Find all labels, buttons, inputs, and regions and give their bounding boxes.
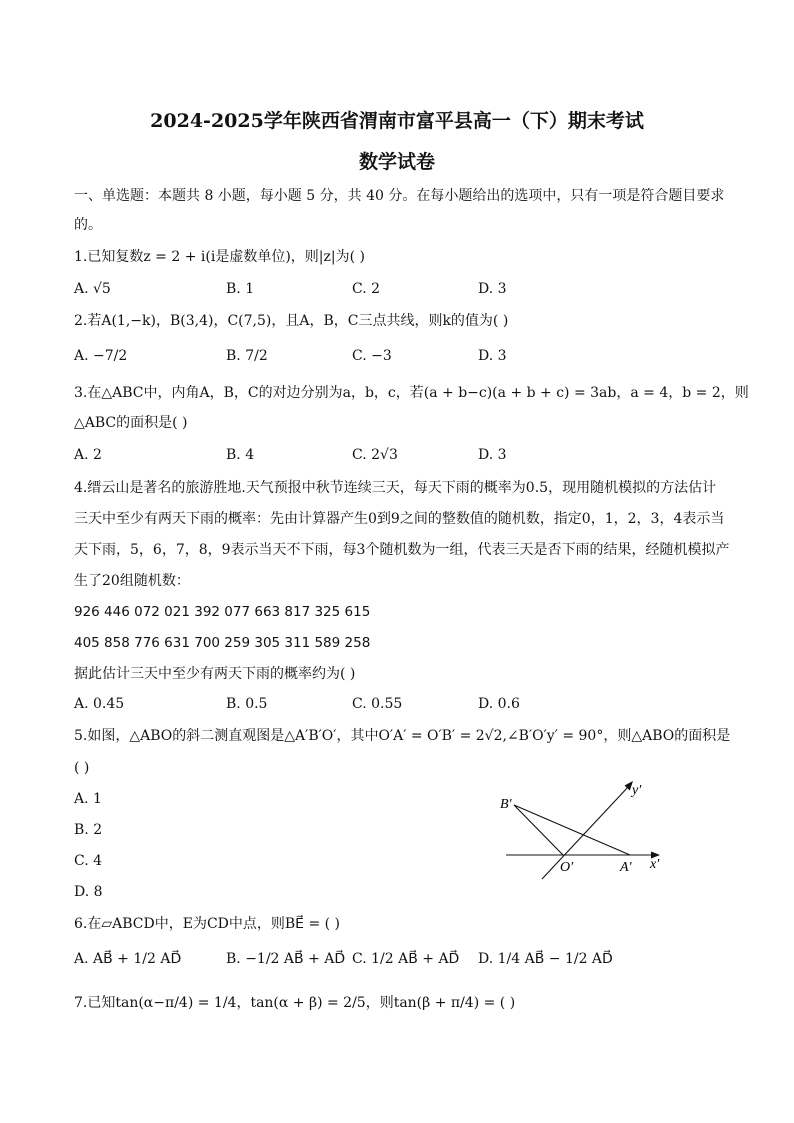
oblique-projection-figure (500, 775, 670, 885)
page-title: 2024-2025学年陕西省渭南市富平县高一（下）期末考试 (150, 110, 644, 132)
q4-stem-line2: 三天中至少有两天下雨的概率：先由计算器产生0到9之间的整数值的随机数，指定0，1，2，3，4表示当 (74, 511, 725, 527)
q6-option-a: A. AB⃗ + 1/2 AD⃗ (74, 951, 182, 967)
q2-option-a: A. −7/2 (74, 348, 128, 364)
q4-stem-line4: 生了20组随机数： (74, 573, 190, 589)
q5-stem-line1: 5.如图，△ABO的斜二测直观图是△A′B′O′，其中O′A′ = O′B′ = 2√2,∠B′O′y′ = 90°，则△ABO的面积是 (74, 728, 731, 744)
q4-option-d: D. 0.6 (478, 696, 520, 712)
q6-option-c: C. 1/2 AB⃗ + AD⃗ (352, 951, 460, 967)
section-header-line2: 的。 (74, 217, 102, 233)
section-header-line1: 一、单选题：本题共 8 小题，每小题 5 分，共 40 分。在每小题给出的选项中，只有一项是符合题目要求 (74, 188, 725, 204)
q1-option-c: C. 2 (352, 281, 381, 297)
q1-option-d: D. 3 (478, 281, 507, 297)
label-a-prime: A′ (620, 860, 632, 875)
q3-option-a: A. 2 (74, 447, 102, 463)
label-y-prime: y′ (632, 783, 642, 798)
q2-option-b: B. 7/2 (226, 348, 268, 364)
q3-option-c: C. 2√3 (352, 447, 398, 463)
q5-stem-line2: ( ) (74, 760, 90, 776)
q5-option-d: D. 8 (74, 884, 103, 900)
q4-random-numbers-row1: 926 446 072 021 392 077 663 817 325 615 (74, 604, 371, 620)
q2-option-d: D. 3 (478, 348, 507, 364)
label-o-prime: O′ (560, 860, 574, 875)
q4-option-a: A. 0.45 (74, 696, 125, 712)
q4-option-b: B. 0.5 (226, 696, 268, 712)
page-subtitle: 数学试卷 (358, 151, 435, 173)
q4-option-c: C. 0.55 (352, 696, 403, 712)
q1-option-b: B. 1 (226, 281, 255, 297)
q6-option-d: D. 1/4 AB⃗ − 1/2 AD⃗ (478, 951, 613, 967)
q7-stem: 7.已知tan(α−π/4) = 1/4，tan(α + β) = 2/5，则tan(β + π/4) = ( ) (74, 995, 516, 1011)
q3-stem-line1: 3.在△ABC中，内角A，B，C的对边分别为a，b，c，若(a + b−c)(a + b + c) = 3ab，a = 4，b = 2，则 (74, 385, 749, 401)
q3-stem-line2: △ABC的面积是( ) (74, 415, 188, 431)
q1-stem: 1.已知复数z = 2 + i(i是虚数单位)，则|z|为( ) (74, 249, 365, 265)
q5-option-c: C. 4 (74, 853, 103, 869)
label-b-prime: B′ (500, 797, 512, 812)
q6-stem: 6.在▱ABCD中，E为CD中点，则BE⃗ = ( ) (74, 916, 341, 932)
q5-option-a: A. 1 (74, 791, 102, 807)
q2-option-c: C. −3 (352, 348, 392, 364)
segment-b-o (514, 805, 563, 855)
y-axis-line (542, 786, 629, 879)
q4-stem-line1: 4.缙云山是著名的旅游胜地.天气预报中秋节连续三天，每天下雨的概率为0.5，现用随机模拟的方法估计 (74, 480, 717, 496)
q4-question-line: 据此估计三天中至少有两天下雨的概率约为( ) (74, 666, 356, 682)
q3-option-d: D. 3 (478, 447, 507, 463)
q4-random-numbers-row2: 405 858 776 631 700 259 305 311 589 258 (74, 635, 371, 651)
label-x-prime: x′ (650, 857, 660, 872)
q2-stem: 2.若A(1,−k)，B(3,4)，C(7,5)，且A，B，C三点共线，则k的值为( ) (74, 313, 509, 329)
q1-option-a: A. √5 (74, 281, 111, 297)
q4-stem-line3: 天下雨，5，6，7，8，9表示当天不下雨，每3个随机数为一组，代表三天是否下雨的结果，经随机模拟产 (74, 542, 730, 558)
q6-option-b: B. −1/2 AB⃗ + AD⃗ (226, 951, 346, 967)
q3-option-b: B. 4 (226, 447, 255, 463)
q5-option-b: B. 2 (74, 822, 103, 838)
